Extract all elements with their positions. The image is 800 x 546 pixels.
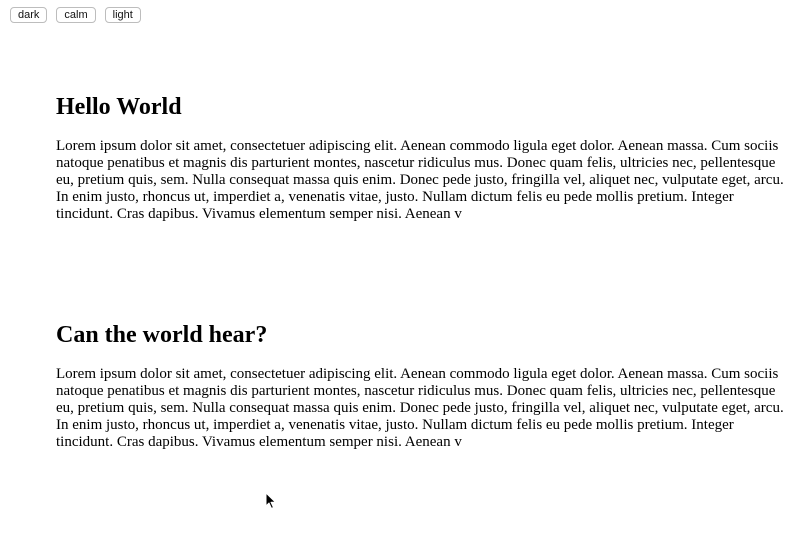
dark-theme-button[interactable]: dark xyxy=(10,7,47,23)
theme-switcher xyxy=(10,7,141,23)
section-paragraph: Lorem ipsum dolor sit amet, consectetuer adipiscing elit. Aenean commodo ligula eget dolor. Aenean massa. Cum sociis natoque penatibus et magnis dis parturient montes, nascetur ridiculus mus. Donec quam felis, ultricies nec, pellentesque eu, pretium quis, sem. Nulla consequat massa quis enim. Donec pede justo, fringilla vel, aliquet nec, vulputate eget, arcu. In enim justo, rhoncus ut, imperdiet a, venenatis vitae, justo. Nullam dictum felis eu pede mollis pretium. Integer tincidunt. Cras dapibus. Vivamus elementum semper nisi. Aenean v xyxy=(56,138,784,222)
section-paragraph: Lorem ipsum dolor sit amet, consectetuer adipiscing elit. Aenean commodo ligula eget dolor. Aenean massa. Cum sociis natoque penatibus et magnis dis parturient montes, nascetur ridiculus mus. Donec quam felis, ultricies nec, pellentesque eu, pretium quis, sem. Nulla consequat massa quis enim. Donec pede justo, fringilla vel, aliquet nec, vulputate eget, arcu. In enim justo, rhoncus ut, imperdiet a, venenatis vitae, justo. Nullam dictum felis eu pede mollis pretium. Integer tincidunt. Cras dapibus. Vivamus elementum semper nisi. Aenean v xyxy=(56,366,784,450)
hello-world-section xyxy=(56,93,784,223)
section-heading: Can the world hear? xyxy=(56,322,268,348)
light-theme-button[interactable]: light xyxy=(105,7,141,23)
mouse-pointer-icon xyxy=(265,492,277,510)
world-hear-section xyxy=(56,321,784,451)
section-heading: Hello World xyxy=(56,94,182,120)
calm-theme-button[interactable]: calm xyxy=(56,7,95,23)
